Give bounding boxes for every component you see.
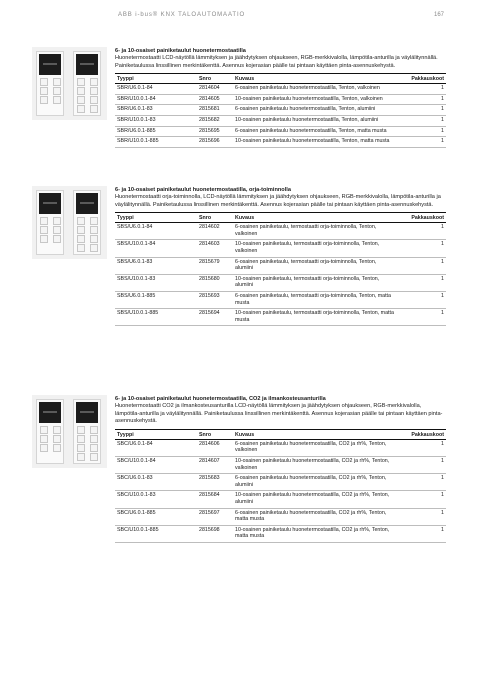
lcd-display xyxy=(39,402,61,423)
cell-type: SBC/U10.0.1-84 xyxy=(115,456,197,473)
rocker-button xyxy=(77,217,85,225)
rocker-button xyxy=(90,217,98,225)
cell-description: 10-osainen painiketaulu, termostaatti orja-toiminnolla, Tenton, alumiini xyxy=(233,274,396,291)
push-button-device-illustration xyxy=(73,190,101,255)
col-header-package: Pakkauskoot xyxy=(396,429,446,439)
cell-description: 6-osainen painiketaulu, termostaatti orja-toiminnolla, Tenton, valkoinen xyxy=(233,223,396,240)
rocker-button xyxy=(40,226,48,234)
rocker-button xyxy=(77,426,85,434)
cell-description: 10-osainen painiketaulu, termostaatti orja-toiminnolla, Tenton, matta musta xyxy=(233,309,396,326)
cell-type: SBR/U6.0.1-84 xyxy=(115,84,197,95)
cell-type: SBC/U6.0.1-84 xyxy=(115,439,197,456)
rocker-button xyxy=(90,435,98,443)
rocker-button xyxy=(77,96,85,104)
rocker-button xyxy=(77,244,85,252)
rocker-button xyxy=(90,226,98,234)
rocker-button xyxy=(90,244,98,252)
section-description: Huonetermostaatti CO2 ja ilmankosteusanturilla LCD-näytöllä lämmityksen ja jäähdytyksen ohjaukseen, RGB-merkkivalolla, lämpötila-anturilla ja väylälitynnällä. Painiketaulussa linssillinen merkintäkenttä. Asennus kojerasian päälle tai pintaan käyttäen pinta-asennuskehystä. xyxy=(115,403,443,425)
cell-description: 10-osainen painiketaulu, termostaatti orja-toiminnolla, Tenton, valkoinen xyxy=(233,240,396,257)
cell-snro: 2814607 xyxy=(197,456,233,473)
rocker-button xyxy=(40,426,48,434)
rocker-button xyxy=(53,87,61,95)
table-row xyxy=(115,474,446,491)
cell-snro: 2815682 xyxy=(197,115,233,126)
cell-snro: 2814605 xyxy=(197,94,233,105)
product-image xyxy=(32,395,107,468)
cell-description: 10-osainen painiketaulu huonetermostaatilla, Tenton, alumiini xyxy=(233,115,396,126)
cell-package: 1 xyxy=(396,474,446,491)
cell-description: 6-osainen painiketaulu huonetermostaatilla, Tenton, matta musta xyxy=(233,126,396,137)
cell-package: 1 xyxy=(396,309,446,326)
rocker-button xyxy=(77,226,85,234)
cell-description: 6-osainen painiketaulu, termostaatti orja-toiminnolla, Tenton, alumiini xyxy=(233,257,396,274)
lcd-display xyxy=(39,193,61,214)
cell-type: SBC/U10.0.1-83 xyxy=(115,491,197,508)
lcd-display xyxy=(76,402,98,423)
cell-description: 10-osainen painiketaulu huonetermostaatilla, Tenton, valkoinen xyxy=(233,94,396,105)
cell-package: 1 xyxy=(396,115,446,126)
lcd-display xyxy=(39,54,61,75)
col-header-package: Pakkauskoot xyxy=(396,213,446,223)
cell-type: SBR/U10.0.1-83 xyxy=(115,115,197,126)
cell-type: SBC/U6.0.1-885 xyxy=(115,508,197,525)
table-row xyxy=(115,240,446,257)
cell-package: 1 xyxy=(396,456,446,473)
table-row xyxy=(115,223,446,240)
section-title: 6- ja 10-osaiset painiketaulut huonetermostaatilla, orja-toiminnolla xyxy=(115,187,291,193)
table-row xyxy=(115,137,446,148)
table-row xyxy=(115,257,446,274)
push-button-device-illustration xyxy=(36,399,64,464)
cell-type: SBR/U6.0.1-885 xyxy=(115,126,197,137)
cell-package: 1 xyxy=(396,84,446,95)
rocker-button xyxy=(90,96,98,104)
cell-snro: 2815683 xyxy=(197,474,233,491)
cell-description: 10-osainen painiketaulu huonetermostaatilla, CO2 ja rh%, Tenton, matta musta xyxy=(233,525,396,542)
cell-package: 1 xyxy=(396,508,446,525)
rocker-button xyxy=(77,235,85,243)
rocker-button xyxy=(53,426,61,434)
cell-type: SBS/U6.0.1-83 xyxy=(115,257,197,274)
push-button-device-illustration xyxy=(73,399,101,464)
rocker-button xyxy=(40,87,48,95)
cell-snro: 2815680 xyxy=(197,274,233,291)
cell-snro: 2815679 xyxy=(197,257,233,274)
table-row xyxy=(115,94,446,105)
col-header-type: Tyyppi xyxy=(115,429,197,439)
cell-package: 1 xyxy=(396,525,446,542)
product-image xyxy=(32,186,107,259)
rocker-button xyxy=(53,217,61,225)
table-row xyxy=(115,439,446,456)
cell-snro: 2814603 xyxy=(197,240,233,257)
rocker-button xyxy=(90,426,98,434)
push-button-device-illustration xyxy=(36,190,64,255)
cell-description: 10-osainen painiketaulu huonetermostaatilla, CO2 ja rh%, Tenton, valkoinen xyxy=(233,456,396,473)
cell-package: 1 xyxy=(396,137,446,148)
table-row xyxy=(115,491,446,508)
cell-description: 10-osainen painiketaulu huonetermostaatilla, Tenton, matta musta xyxy=(233,137,396,148)
rocker-button xyxy=(90,235,98,243)
cell-snro: 2815694 xyxy=(197,309,233,326)
cell-type: SBS/U10.0.1-83 xyxy=(115,274,197,291)
section-description: Huonetermostaatti orja-toiminnolla, LCD-näytöllä lämmityksen ja jäähdytyksen ohjaukseen, RGB-merkkivalolla, lämpötila-anturilla ja väylälitynnällä. Painiketaulussa linssillinen merkintäkenttä. Asennus kojerasian päälle tai pintaan käyttäen pinta-asennuskehystä. xyxy=(115,194,441,208)
rocker-button xyxy=(77,105,85,113)
cell-snro: 2814604 xyxy=(197,84,233,95)
rocker-button xyxy=(90,87,98,95)
rocker-button xyxy=(40,217,48,225)
table-row xyxy=(115,309,446,326)
page-number: 167 xyxy=(433,12,444,18)
rocker-button xyxy=(40,444,48,452)
cell-snro: 2815696 xyxy=(197,137,233,148)
push-button-device-illustration xyxy=(73,51,101,116)
cell-package: 1 xyxy=(396,274,446,291)
cell-type: SBR/U10.0.1-84 xyxy=(115,94,197,105)
cell-type: SBS/U10.0.1-885 xyxy=(115,309,197,326)
cell-type: SBR/U10.0.1-885 xyxy=(115,137,197,148)
col-header-snro: Snro xyxy=(197,213,233,223)
cell-snro: 2815693 xyxy=(197,291,233,308)
rocker-button xyxy=(90,453,98,461)
header-title: ABB i-bus® KNX TALOAUTOMAATIO xyxy=(118,12,246,18)
rocker-button xyxy=(90,78,98,86)
cell-package: 1 xyxy=(396,94,446,105)
col-header-snro: Snro xyxy=(197,429,233,439)
table-row xyxy=(115,291,446,308)
table-row xyxy=(115,456,446,473)
table-row xyxy=(115,508,446,525)
col-header-type: Tyyppi xyxy=(115,74,197,84)
cell-snro: 2815681 xyxy=(197,105,233,116)
rocker-button xyxy=(53,78,61,86)
rocker-button xyxy=(77,78,85,86)
rocker-button xyxy=(90,444,98,452)
rocker-button xyxy=(40,435,48,443)
cell-snro: 2815697 xyxy=(197,508,233,525)
cell-type: SBR/U6.0.1-83 xyxy=(115,105,197,116)
section-title: 6- ja 10-osaiset painiketaulut huonetermostaatilla xyxy=(115,48,246,54)
cell-package: 1 xyxy=(396,257,446,274)
rocker-button xyxy=(53,444,61,452)
table-row xyxy=(115,115,446,126)
cell-snro: 2814606 xyxy=(197,439,233,456)
cell-package: 1 xyxy=(396,126,446,137)
cell-package: 1 xyxy=(396,223,446,240)
cell-package: 1 xyxy=(396,105,446,116)
cell-package: 1 xyxy=(396,491,446,508)
cell-description: 6-osainen painiketaulu, termostaatti orja-toiminnolla, Tenton, matta musta xyxy=(233,291,396,308)
col-header-description: Kuvaus xyxy=(233,429,396,439)
lcd-display xyxy=(76,54,98,75)
rocker-button xyxy=(40,96,48,104)
product-table xyxy=(115,212,446,326)
cell-package: 1 xyxy=(396,240,446,257)
cell-type: SBS/U6.0.1-84 xyxy=(115,223,197,240)
product-table xyxy=(115,73,446,148)
cell-description: 10-osainen painiketaulu huonetermostaatilla, CO2 ja rh%, Tenton, alumiini xyxy=(233,491,396,508)
cell-description: 6-osainen painiketaulu huonetermostaatilla, Tenton, valkoinen xyxy=(233,84,396,95)
page-header xyxy=(118,12,444,22)
cell-snro: 2815684 xyxy=(197,491,233,508)
lcd-display xyxy=(76,193,98,214)
table-row xyxy=(115,126,446,137)
cell-description: 6-osainen painiketaulu huonetermostaatilla, CO2 ja rh%, Tenton, matta musta xyxy=(233,508,396,525)
table-row xyxy=(115,525,446,542)
col-header-package: Pakkauskoot xyxy=(396,74,446,84)
cell-description: 6-osainen painiketaulu huonetermostaatilla, CO2 ja rh%, Tenton, valkoinen xyxy=(233,439,396,456)
section-title: 6- ja 10-osaiset painiketaulut huonetermostaatilla, CO2 ja ilmankosteusanturilla xyxy=(115,396,326,402)
table-row xyxy=(115,84,446,95)
table-row xyxy=(115,274,446,291)
cell-type: SBC/U6.0.1-83 xyxy=(115,474,197,491)
table-row xyxy=(115,105,446,116)
cell-description: 6-osainen painiketaulu huonetermostaatilla, CO2 ja rh%, Tenton, alumiini xyxy=(233,474,396,491)
product-image xyxy=(32,47,107,120)
rocker-button xyxy=(77,87,85,95)
rocker-button xyxy=(40,78,48,86)
cell-type: SBS/U10.0.1-84 xyxy=(115,240,197,257)
rocker-button xyxy=(77,444,85,452)
cell-type: SBC/U10.0.1-885 xyxy=(115,525,197,542)
rocker-button xyxy=(53,226,61,234)
rocker-button xyxy=(40,235,48,243)
col-header-type: Tyyppi xyxy=(115,213,197,223)
rocker-button xyxy=(53,435,61,443)
col-header-description: Kuvaus xyxy=(233,74,396,84)
rocker-button xyxy=(90,105,98,113)
rocker-button xyxy=(77,453,85,461)
cell-snro: 2815698 xyxy=(197,525,233,542)
col-header-snro: Snro xyxy=(197,74,233,84)
product-table xyxy=(115,429,446,543)
cell-description: 6-osainen painiketaulu huonetermostaatilla, Tenton, alumiini xyxy=(233,105,396,116)
rocker-button xyxy=(53,96,61,104)
cell-package: 1 xyxy=(396,291,446,308)
cell-package: 1 xyxy=(396,439,446,456)
push-button-device-illustration xyxy=(36,51,64,116)
rocker-button xyxy=(77,435,85,443)
section-description: Huonetermostaatti LCD-näytöllä lämmityksen ja jäähdytyksen ohjaukseen, RGB-merkkivalolla, lämpötila-anturilla ja väylälitynnällä. Painiketaulussa linssillinen merkintäkenttä. Asennus kojerasian päälle tai pintaan käyttäen pinta-asennuskehystä. xyxy=(115,55,438,69)
col-header-description: Kuvaus xyxy=(233,213,396,223)
cell-type: SBS/U6.0.1-885 xyxy=(115,291,197,308)
cell-snro: 2815695 xyxy=(197,126,233,137)
cell-snro: 2814602 xyxy=(197,223,233,240)
rocker-button xyxy=(53,235,61,243)
